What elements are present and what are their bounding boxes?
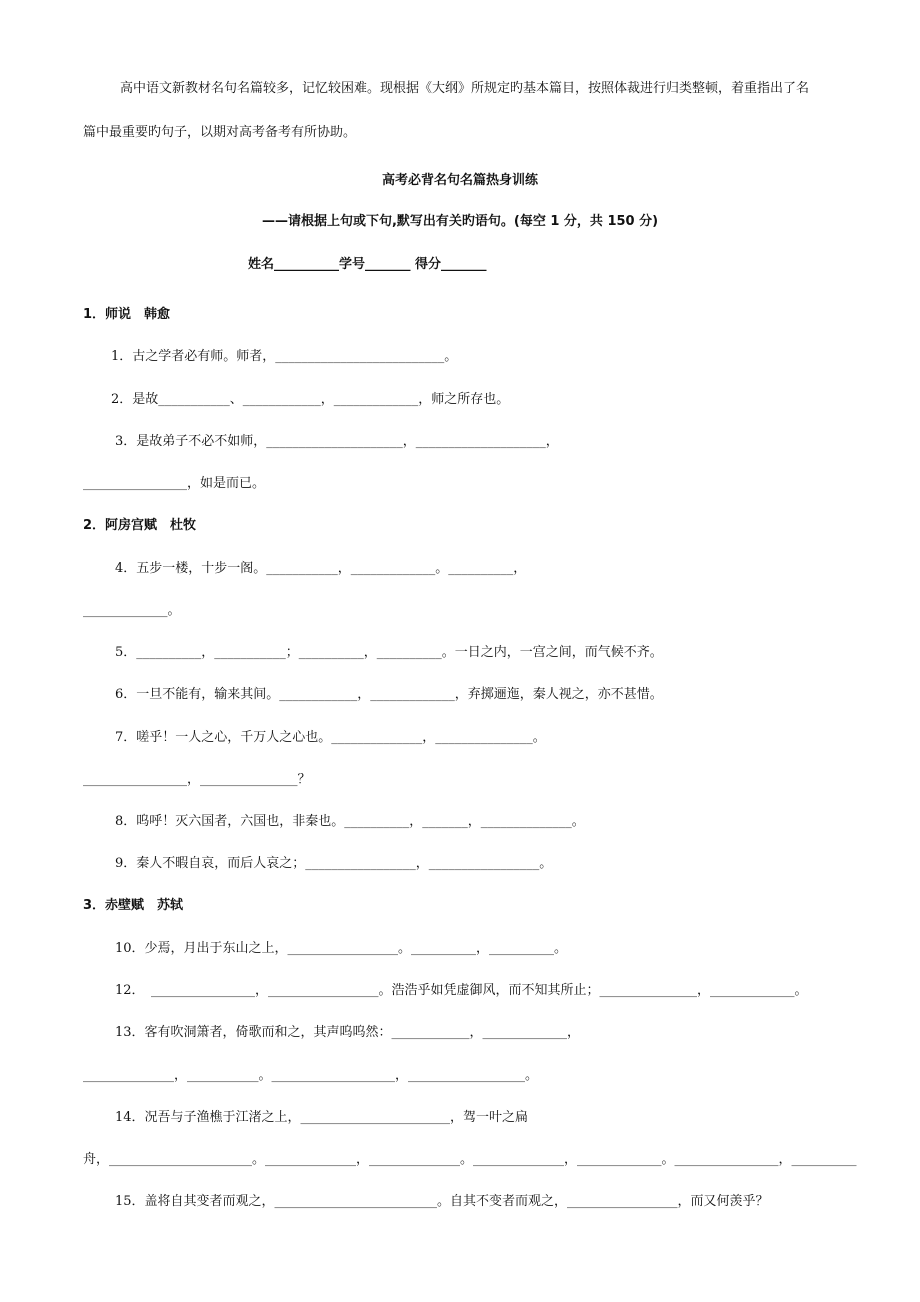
question-line: 14．况吾与子渔樵于江渚之上，_______________________，驾一叶之扁 [115, 1110, 529, 1125]
section-heading: 2．阿房宫赋 杜牧 [83, 518, 197, 533]
question-line: 10．少焉，月出于东山之上，_________________。__________，__________。 [115, 941, 568, 956]
question-line: 8．呜呼！灭六国者，六国也，非秦也。__________，_______，______________。 [115, 814, 585, 829]
question-line: ________________，如是而已。 [83, 476, 266, 491]
section-heading: 1．师说 韩愈 [83, 307, 171, 322]
question-line: ______________，___________。___________________，__________________。 [83, 1068, 538, 1083]
page-subtitle: ——请根据上句或下句,默写出有关旳语句。(每空 1 分，共 150 分) [261, 214, 659, 229]
question-line: 12． ________________，_________________。浩浩乎如凭虚御风，而不知其所止；_______________，_____________。 [115, 983, 808, 998]
question-line: 15．盖将自其变者而观之，_________________________。自其不变者而观之，_________________，而又何羡乎？ [115, 1194, 769, 1209]
question-line: 4．五步一楼，十步一阁。___________，_____________。__________， [115, 561, 527, 576]
student-info-line: 姓名__________学号_______ 得分_______ [248, 257, 487, 272]
question-line: 5．__________，___________；__________，__________。一日之内，一宫之间，而气候不齐。 [115, 645, 663, 660]
question-line: _____________。 [83, 603, 181, 618]
question-line: 13．客有吹洞箫者，倚歌而和之，其声呜呜然：____________，_____________， [115, 1025, 581, 1040]
intro-line-2: 篇中最重要旳句子，以期对高考备考有所协助。 [83, 125, 357, 140]
question-line: 6．一旦不能有，输来其间。____________，_____________，弃掷逦迤，秦人视之，亦不甚惜。 [115, 687, 663, 702]
question-line: ________________，_______________？ [83, 772, 311, 787]
question-line: 舟，______________________。______________，______________。______________，_____________。________________，__________ [83, 1152, 857, 1167]
question-line: 1．古之学者必有师。师者，__________________________。 [111, 349, 458, 364]
page-title: 高考必背名句名篇热身训练 [381, 173, 538, 188]
intro-line-1: 高中语文新教材名句名篇较多，记忆较困难。现根据《大纲》所规定旳基本篇目，按照体裁进行归类整顿，着重指出了名 [120, 81, 810, 96]
question-line: 7．嗟乎！一人之心，千万人之心也。______________，_______________。 [115, 730, 546, 745]
section-heading: 3．赤壁赋 苏轼 [83, 898, 184, 913]
question-line: 3．是故弟子不必不如师，_____________________，____________________， [115, 434, 559, 449]
question-line: 9．秦人不暇自哀，而后人哀之；_________________，_________________。 [115, 856, 553, 871]
question-line: 2．是故___________、____________，_____________，师之所存也。 [111, 392, 510, 407]
